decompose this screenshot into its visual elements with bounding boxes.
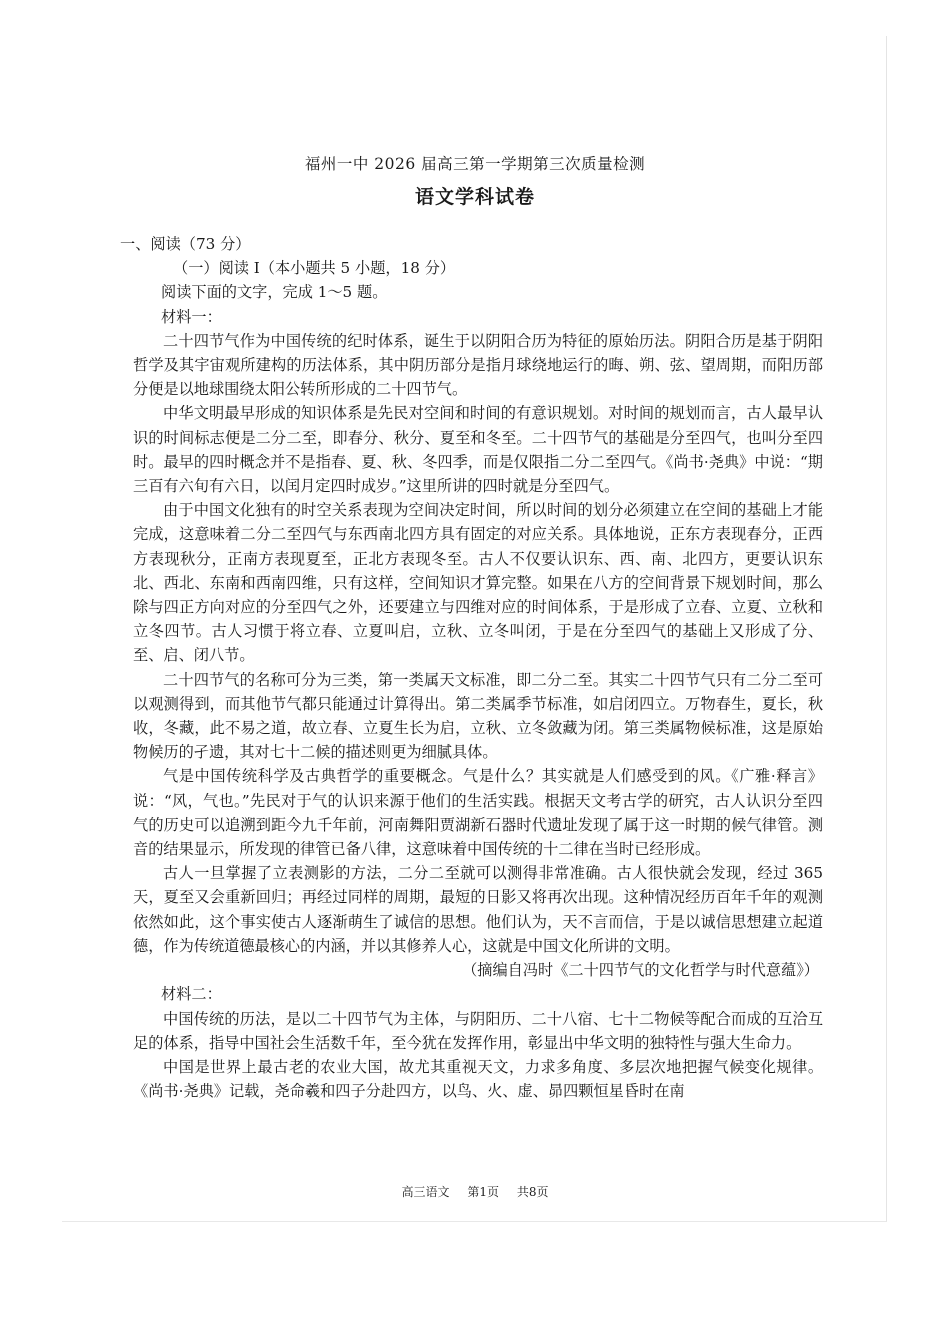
exam-content xyxy=(120,232,823,1103)
material1-paragraph: 二十四节气的名称可分为三类，第一类属天文标准，即二分二至。其实二十四节气只有二分二至可以观测得到，而其他节气都只能通过计算得出。第二类属季节标准，如启闭四立。万物春生，夏长，秋收，冬藏，此不易之道，故立春、立夏生长为启，立秋、立冬敛藏为闭。第三类属物候标准，这是原始物候历的孑遗，其对七十二候的描述则更为细腻具体。 xyxy=(133,670,823,762)
material1-paragraph: 由于中国文化独有的时空关系表现为空间决定时间，所以时间的划分必须建立在空间的基础上才能完成，这意味着二分二至四气与东西南北四方具有固定的对应关系。具体地说，正东方表现春分，正西方表现秋分，正南方表现夏至，正北方表现冬至。古人不仅要认识东、西、南、北四方，更要认识东北、西北、东南和西南四维，只有这样，空间知识才算完整。如果在八方的空间背景下规划时间，那么除与四正方向对应的分至四气之外，还要建立与四维对应的时间体系，于是形成了立春、立夏、立秋和立冬四节。古人习惯于将立春、立夏叫启，立秋、立冬叫闭，于是在分至四气的基础上又形成了分、至、启、闭八节。 xyxy=(133,501,823,665)
section-heading: 一、阅读（73 分） xyxy=(120,235,251,253)
material1-label: 材料一： xyxy=(161,307,222,326)
material1-paragraph: 气是中国传统科学及古典哲学的重要概念。气是什么？其实就是人们感受到的风。《广雅·释言》说：“风，气也。”先民对于气的认识来源于他们的生活实践。根据天文考古学的研究，古人认识分至四气的历史可以追溯到距今九千年前，河南舞阳贾湖新石器时代遗址发现了属于这一时期的候气律管。测音的结果显示，所发现的律管已备八律，这意味着中国传统的十二律在当时已经形成。 xyxy=(133,767,823,859)
footer-total: 共8页 xyxy=(516,1185,549,1199)
instruction: 阅读下面的文字，完成 1～5 题。 xyxy=(161,283,388,302)
material2-label: 材料二： xyxy=(161,985,222,1004)
material2-paragraph: 中国是世界上最古老的农业大国，故尤其重视天文，力求多角度、多层次地把握气候变化规律。《尚书·尧典》记载，尧命羲和四子分赴四方，以鸟、火、虚、昴四颗恒星昏时在南 xyxy=(133,1057,823,1101)
page-footer xyxy=(0,1183,950,1200)
material2-paragraph: 中国传统的历法，是以二十四节气为主体，与阴阳历、二十八宿、七十二物候等配合而成的互洽互足的体系，指导中国社会生活数千年，至今犹在发挥作用，彰显出中华文明的独特性与强大生命力。 xyxy=(133,1009,823,1052)
material1-source: （摘编自冯时《二十四节气的文化哲学与时代意蕴》） xyxy=(462,961,819,980)
exam-subtitle: 语文学科试卷 xyxy=(414,186,535,208)
material1-paragraph: 古人一旦掌握了立表测影的方法，二分二至就可以测得非常准确。古人很快就会发现，经过 365 天，夏至又会重新回归；再经过同样的周期，最短的日影又将再次出现。这种情况经历百年千年的观测依然如此，这个事实使古人逐渐萌生了诚信的思想。他们认为，天不言而信，于是以诚信思想建立起道德，作为传统道德最核心的内涵，并以其修养人心，这就是中国文化所讲的文明。 xyxy=(133,864,823,955)
material1-paragraph: 二十四节气作为中国传统的纪时体系，诞生于以阴阳合历为特征的原始历法。阴阳合历是基于阴阳哲学及其宇宙观所建构的历法体系，其中阴历部分是指月球绕地运行的晦、朔、弦、望周期，而阳历部分便是以地球围绕太阳公转所形成的二十四节气。 xyxy=(133,331,823,399)
subsection-heading: （一）阅读 I（本小题共 5 小题，18 分） xyxy=(173,259,456,278)
exam-title: 福州一中 2026 届高三第一学期第三次质量检测 xyxy=(304,155,646,173)
footer-page: 第1页 xyxy=(467,1185,499,1199)
material1-paragraph: 中华文明最早形成的知识体系是先民对空间和时间的有意识规划。对时间的规划而言，古人最早认识的时间标志便是二分二至，即春分、秋分、夏至和冬至。二十四节气的基础是分至四气，也叫分至四时。最早的四时概念并不是指春、夏、秋、冬四季，而是仅限指二分二至四气。《尚书·尧典》中说：“期三百有六旬有六日，以闰月定四时成岁。”这里所讲的四时就是分至四气。 xyxy=(133,404,823,496)
footer-subject: 高三语文 xyxy=(401,1185,450,1199)
